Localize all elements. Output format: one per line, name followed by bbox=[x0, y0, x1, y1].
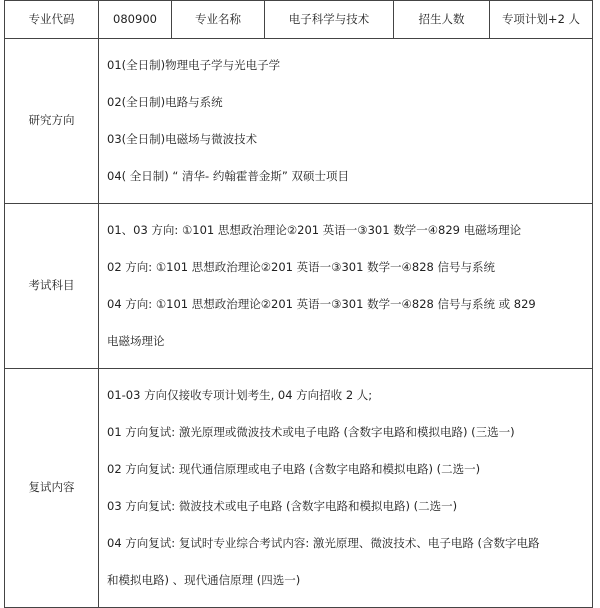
research-line: 03(全日制)电磁场与微波技术 bbox=[107, 132, 258, 146]
retest-line: 03 方向复试: 微波技术或电子电路 (含数字电路和模拟电路) (二选一) bbox=[107, 499, 458, 513]
exam-subjects-label: 考试科目 bbox=[5, 204, 99, 369]
admission-table bbox=[4, 0, 593, 608]
major-name-label: 专业名称 bbox=[172, 1, 265, 39]
exam-line: 01、03 方向: ①101 思想政治理论②201 英语一③301 数学一④829 电磁场理论 bbox=[107, 223, 522, 237]
retest-line: 04 方向复试: 复试时专业综合考试内容: 激光原理、微波技术、电子电路 (含数字电路 bbox=[107, 536, 540, 550]
exam-line: 02 方向: ①101 思想政治理论②201 英语一③301 数学一④828 信号与系统 bbox=[107, 260, 495, 274]
enrollment-count-label: 招生人数 bbox=[394, 1, 490, 39]
research-line: 02(全日制)电路与系统 bbox=[107, 95, 223, 109]
retest-line: 01 方向复试: 激光原理或微波技术或电子电路 (含数字电路和模拟电路) (三选一) bbox=[107, 425, 515, 439]
major-code-label: 专业代码 bbox=[5, 1, 99, 39]
research-row bbox=[5, 39, 593, 204]
retest-line: 01-03 方向仅接收专项计划考生, 04 方向招收 2 人; bbox=[107, 388, 373, 402]
exam-subjects-content bbox=[99, 204, 593, 369]
retest-content bbox=[99, 369, 593, 608]
exam-row bbox=[5, 204, 593, 369]
header-row bbox=[5, 1, 593, 39]
research-direction-label: 研究方向 bbox=[5, 39, 99, 204]
retest-content-label: 复试内容 bbox=[5, 369, 99, 608]
enrollment-count-value: 专项计划+2 人 bbox=[490, 1, 593, 39]
research-line: 01(全日制)物理电子学与光电子学 bbox=[107, 58, 281, 72]
retest-row bbox=[5, 369, 593, 608]
major-code-value: 080900 bbox=[99, 1, 172, 39]
retest-line: 02 方向复试: 现代通信原理或电子电路 (含数字电路和模拟电路) (二选一) bbox=[107, 462, 481, 476]
research-direction-content bbox=[99, 39, 593, 204]
major-name-value: 电子科学与技术 bbox=[265, 1, 394, 39]
retest-line: 和模拟电路) 、现代通信原理 (四选一) bbox=[107, 573, 301, 587]
exam-line: 电磁场理论 bbox=[107, 334, 165, 348]
research-line: 04( 全日制) “ 清华- 约翰霍普金斯” 双硕士项目 bbox=[107, 169, 349, 183]
exam-line: 04 方向: ①101 思想政治理论②201 英语一③301 数学一④828 信号与系统 或 829 bbox=[107, 297, 536, 311]
